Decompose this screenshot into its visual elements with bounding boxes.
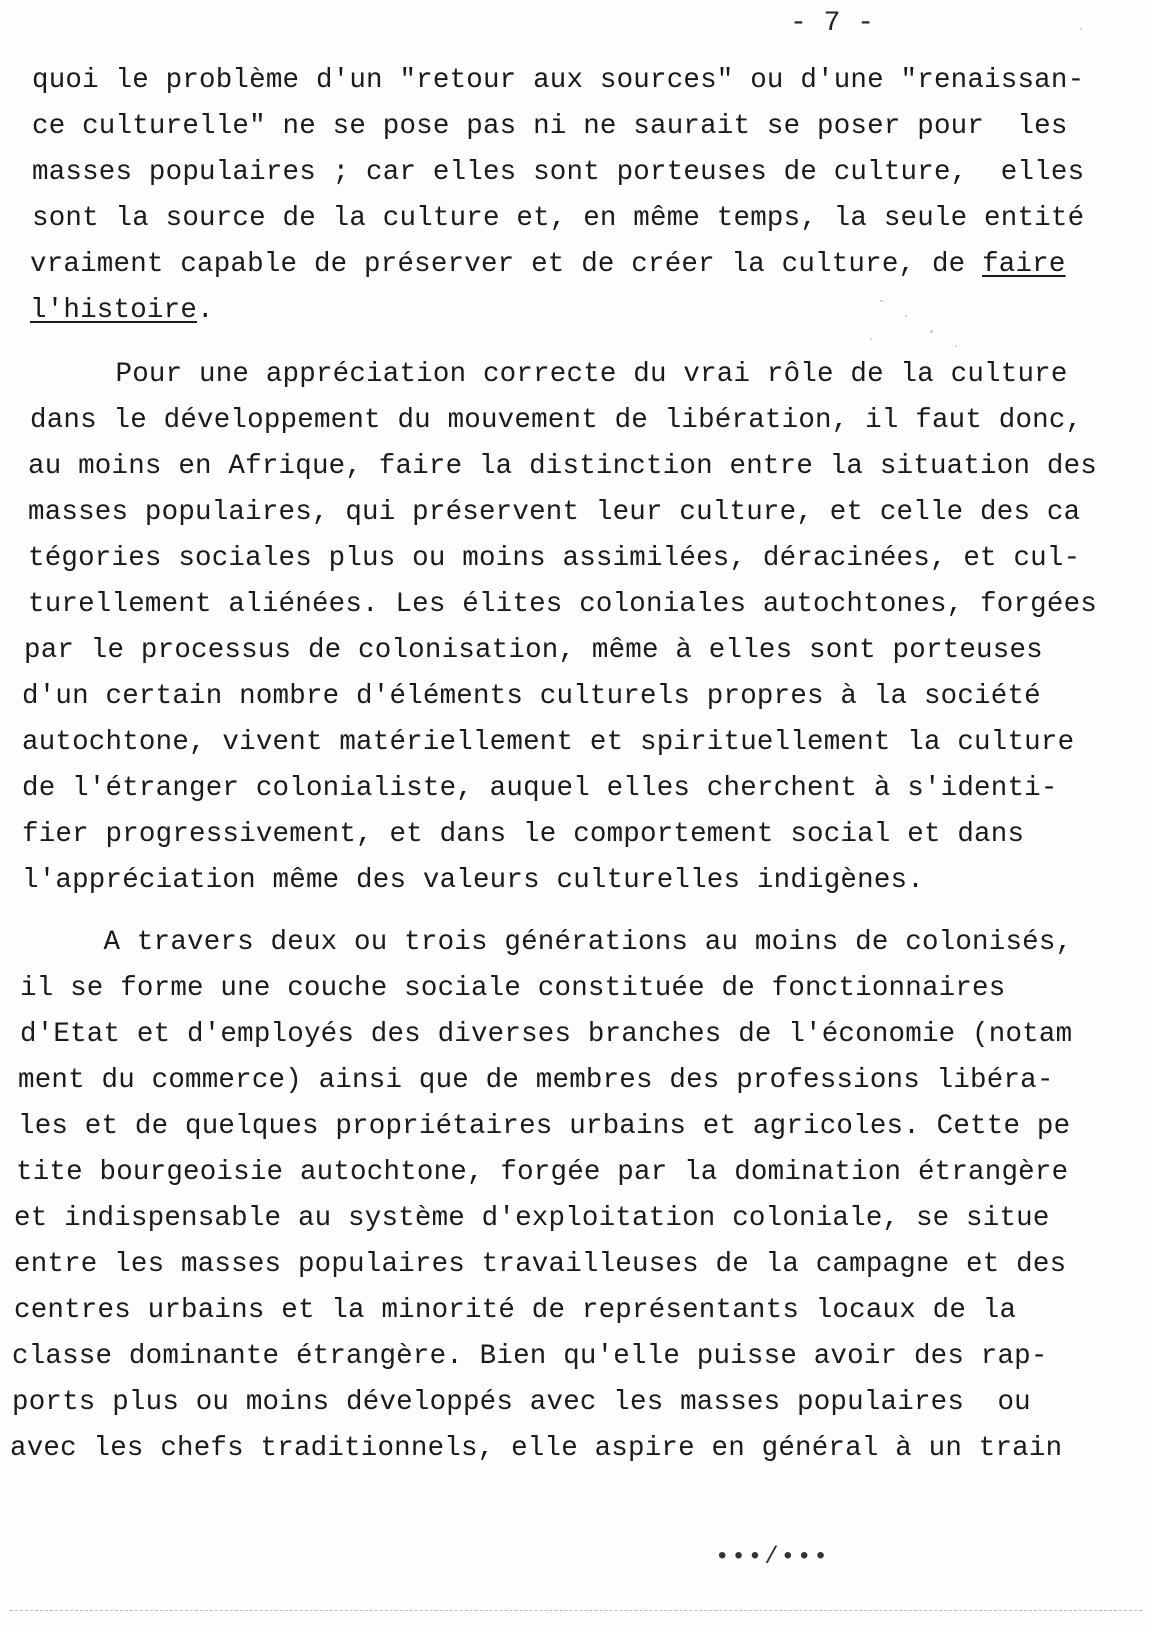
scan-speck: [880, 300, 883, 302]
text-line: quoi le problème d'un "retour aux sources" ou d'une "renaissan-: [32, 65, 1085, 96]
text-segment: .: [197, 295, 214, 326]
text-line: par le processus de colonisation, même à elles sont porteuses: [24, 635, 1043, 666]
text-line: A travers deux ou trois générations au moins de colonisés,: [20, 927, 1073, 958]
text-line: turellement aliénées. Les élites coloniales autochtones, forgées: [28, 589, 1097, 620]
text-line: fier progressivement, et dans le comportement social et dans: [22, 819, 1025, 850]
text-line: tégories sociales plus ou moins assimilées, déracinées, et cul-: [28, 543, 1081, 574]
text-line: dans le développement du mouvement de libération, il faut donc,: [30, 405, 1083, 436]
text-line: autochtone, vivent matériellement et spirituellement la culture: [22, 727, 1075, 758]
text-line: Pour une appréciation correcte du vrai rôle de la culture: [32, 359, 1068, 390]
underlined-word: faire: [982, 249, 1066, 280]
text-line: masses populaires, qui préservent leur culture, et celle des ca: [28, 497, 1081, 528]
underlined-word: l'histoire: [30, 295, 198, 326]
text-line: sont la source de la culture et, en même temps, la seule entité: [32, 203, 1085, 234]
text-line: les et de quelques propriétaires urbains et agricoles. Cette pe: [18, 1111, 1071, 1142]
text-line: ment du commerce) ainsi que de membres des professions libéra-: [18, 1065, 1054, 1096]
text-line: d'Etat et d'employés des diverses branches de l'économie (notam: [20, 1019, 1073, 1050]
scan-edge-line: [10, 1610, 1142, 1611]
text-line: il se forme une couche sociale constituée de fonctionnaires: [20, 973, 1006, 1004]
text-line: ce culturelle" ne se pose pas ni ne saurait se poser pour les: [32, 111, 1068, 142]
continuation-mark: •••/•••: [715, 1544, 830, 1571]
text-line: de l'étranger colonialiste, auquel elles cherchent à s'identi-: [22, 773, 1058, 804]
text-line: masses populaires ; car elles sont porteuses de culture, elles: [32, 157, 1085, 188]
text-line: au moins en Afrique, faire la distinction entre la situation des: [28, 451, 1097, 482]
scan-speck: [905, 315, 907, 317]
text-line: centres urbains et la minorité de représentants locaux de la: [14, 1295, 1017, 1326]
text-line: et indispensable au système d'exploitation coloniale, se situe: [14, 1203, 1050, 1234]
scan-speck: [870, 338, 872, 340]
text-line: avec les chefs traditionnels, elle aspire en général à un train: [10, 1433, 1063, 1464]
text-line: ports plus ou moins développés avec les masses populaires ou: [12, 1387, 1031, 1418]
text-line: d'un certain nombre d'éléments culturels propres à la société: [22, 681, 1041, 712]
page-number: - 7 -: [790, 8, 875, 39]
scan-speck: [955, 345, 957, 347]
text-line: l'appréciation même des valeurs culturelles indigènes.: [22, 865, 924, 896]
text-line: classe dominante étrangère. Bien qu'elle puisse avoir des rap-: [12, 1341, 1048, 1372]
text-segment: vraiment capable de préserver et de créer la culture, de: [30, 249, 983, 280]
scan-speck: [930, 330, 933, 333]
text-line: tite bourgeoisie autochtone, forgée par la domination étrangère: [16, 1157, 1069, 1188]
text-line: [30, 288, 214, 335]
text-line: [30, 242, 1066, 289]
scan-speck: [1080, 28, 1082, 30]
text-line: entre les masses populaires travailleuses de la campagne et des: [14, 1249, 1067, 1280]
